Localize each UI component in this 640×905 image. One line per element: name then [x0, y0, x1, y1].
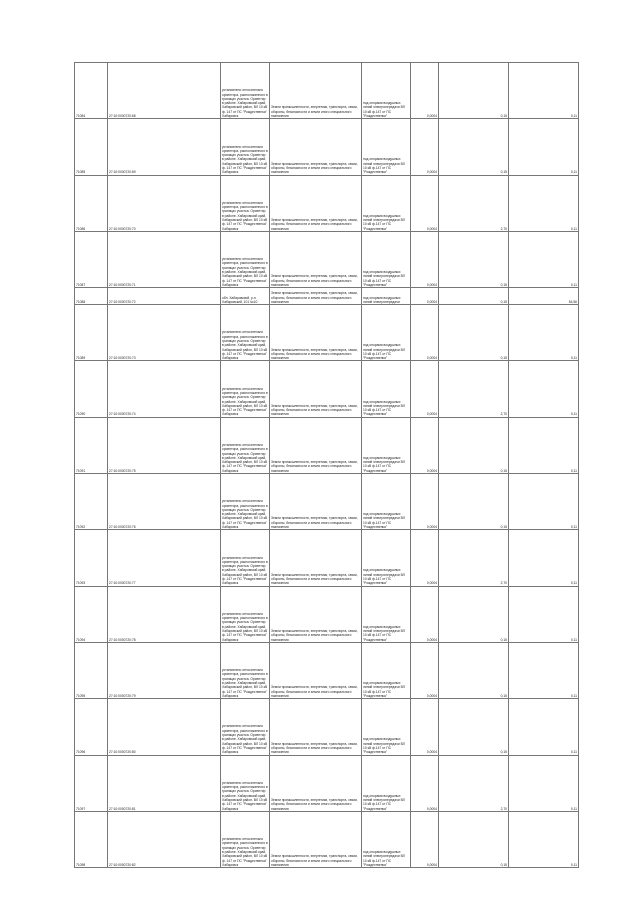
location-description-cell-text: установлено относительно ориентира, расположенного в границах участка. Ориентир в районе. Хабаровский край, Хабаровский район, ВЛ 10 кВ ф. 147 от ПС "Рождественка" Хабаровск [222, 724, 268, 755]
area-cell [411, 305, 439, 361]
value-1-cell [439, 119, 509, 175]
permitted-use-cell-text: под опорами воздушных линий электропередачи ВЛ 10 кВ ф.147 от ПС "Рождественка" [363, 681, 405, 698]
row-number-cell [75, 63, 108, 119]
location-description-cell [221, 361, 270, 417]
location-description-cell [221, 755, 270, 811]
value-1-cell [439, 474, 509, 530]
permitted-use-cell [362, 231, 411, 287]
value-1-cell-text: 0,15 [500, 282, 507, 287]
permitted-use-cell-text: под опорами воздушных линий электропередачи ВЛ 10 кВ ф.147 от ПС "Рождественка" [363, 455, 405, 473]
area-cell-text: 0,0004 [426, 226, 437, 231]
value-1-cell [439, 699, 509, 755]
row-number-cell [75, 699, 108, 755]
table-row [75, 755, 579, 811]
area-cell-text: 0,0004 [426, 637, 437, 642]
permitted-use-cell [362, 642, 411, 698]
row-number-cell [75, 288, 108, 305]
value-1-cell [439, 361, 509, 417]
row-number-cell-text: 71084 [76, 114, 86, 118]
permitted-use-cell [362, 119, 411, 175]
location-description-cell-text: установлено относительно ориентира, расположенного в границах участка. Ориентир в районе. Хабаровский край, Хабаровский район, ВЛ 10 кВ ф. 147 от ПС "Рождественка" Хабаровск [222, 443, 268, 473]
row-number-cell [75, 305, 108, 361]
land-category-cell-text: Земли промышленности, энергетики, транспорта, связи, обороны, безопасности и земли иного специального назначения [271, 741, 358, 755]
area-cell-text: 0,0004 [426, 693, 437, 698]
area-cell-text: 0,0004 [426, 750, 437, 755]
cadastral-number-cell-text: 27:10:0000720:75 [109, 468, 136, 473]
permitted-use-cell [362, 699, 411, 755]
row-number-cell-text: 71090 [76, 412, 86, 417]
cadastral-number-cell-text: 27:10:0000720:76 [109, 525, 136, 530]
value-1-cell [439, 288, 509, 305]
permitted-use-cell-text: под опорами воздушных линий электропередачи ВЛ 10 кВ ф.147 от ПС "Рождественка" [363, 399, 405, 417]
location-description-cell-text: установлено относительно ориентира, расположенного в границах участка. Ориентир в районе. Хабаровский край, Хабаровский район, ВЛ 10 кВ ф. 147 от ПС "Рождественка" Хабаровск [222, 499, 268, 530]
location-description-cell-text: установлено относительно ориентира, расположенного в границах участка. Ориентир в районе. Хабаровский край, Хабаровский район, ВЛ 10 кВ ф. 147 от ПС "Рождественка" Хабаровск [222, 780, 268, 811]
value-1-cell-text: 0,15 [500, 114, 507, 118]
permitted-use-cell [362, 175, 411, 231]
cadastral-number-cell [108, 530, 221, 586]
area-cell [411, 642, 439, 698]
permitted-use-cell [362, 586, 411, 642]
location-description-cell-text: установлено относительно ориентира, расположенного в границах участка. Ориентир в районе. Хабаровский край, Хабаровский район, ВЛ 10 кВ ф. 147 от ПС "Рождественка" Хабаровск [222, 330, 268, 361]
row-number-cell-text: 71097 [76, 806, 86, 811]
land-category-cell [270, 417, 362, 473]
cadastral-number-cell-text: 27:10:0000720:80 [109, 750, 136, 755]
permitted-use-cell [362, 361, 411, 417]
land-category-cell [270, 530, 362, 586]
value-2-cell [509, 699, 579, 755]
land-category-cell [270, 231, 362, 287]
cadastral-number-cell-text: 27:10:0000720:79 [109, 693, 136, 698]
row-number-cell-text: 71095 [76, 693, 86, 698]
row-number-cell [75, 175, 108, 231]
row-number-cell [75, 811, 108, 867]
area-cell [411, 361, 439, 417]
value-1-cell-text: 2,70 [500, 806, 507, 811]
cadastral-number-cell-text: 27:10:0000720:77 [109, 581, 136, 586]
permitted-use-cell-text: под опорами воздушных линий электропередачи ВЛ 10 кВ ф.147 от ПС "Рождественка" [363, 512, 405, 530]
row-number-cell [75, 119, 108, 175]
value-1-cell-text: 2,70 [500, 412, 507, 417]
land-category-cell-text: Земли промышленности, энергетики, транспорта, связи, обороны, безопасности и земли иного специального назначения [271, 572, 358, 586]
value-2-cell-text: 0,11 [570, 226, 577, 231]
permitted-use-cell-text: под опорами воздушных линий электропередачи ВЛ 10 кВ ф.147 от ПС "Рождественка" [363, 270, 405, 287]
area-cell [411, 288, 439, 305]
document-table-body [75, 63, 579, 868]
area-cell [411, 530, 439, 586]
cadastral-number-cell [108, 63, 221, 119]
value-1-cell [439, 755, 509, 811]
area-cell-text: 0,0004 [426, 468, 437, 473]
location-description-cell-text: установлено относительно ориентира, расположенного в границах участка. Ориентир в районе. Хабаровский край, Хабаровский район, ВЛ 10 кВ ф. 147 от ПС "Рождественка" Хабаровск [222, 837, 268, 867]
location-description-cell-text: установлено относительно ориентира, расположенного в границах участка. Ориентир в районе. Хабаровский край, Хабаровский район, ВЛ 10 кВ ф. 147 от ПС "Рождественка" Хабаровск [222, 555, 268, 586]
permitted-use-cell-text: под опорами воздушных линий электропередачи ВЛ 10 кВ ф.147 от ПС "Рождественка" [363, 737, 405, 755]
location-description-cell-text: установлено относительно ориентира, расположенного в границах участка. Ориентир в районе. Хабаровский край, Хабаровский район, ВЛ 10 кВ ф. 147 от ПС "Рождественка" Хабаровск [222, 200, 268, 231]
row-number-cell-text: 71093 [76, 581, 86, 586]
table-row [75, 63, 579, 119]
location-description-cell [221, 811, 270, 867]
location-description-cell [221, 417, 270, 473]
area-cell [411, 755, 439, 811]
row-number-cell-text: 71085 [76, 170, 86, 175]
table-row [75, 586, 579, 642]
row-number-cell [75, 586, 108, 642]
cadastral-number-cell [108, 417, 221, 473]
document-table [74, 62, 579, 868]
value-2-cell-text: 0,11 [570, 468, 577, 473]
value-1-cell-text: 2,70 [500, 581, 507, 586]
value-2-cell [509, 642, 579, 698]
location-description-cell [221, 305, 270, 361]
value-1-cell [439, 642, 509, 698]
value-2-cell-text: 54,56 [568, 299, 577, 304]
value-2-cell-text: 0,11 [570, 170, 577, 175]
area-cell-text: 0,0004 [426, 299, 437, 304]
cadastral-number-cell [108, 305, 221, 361]
land-category-cell-text: Земли промышленности, энергетики, транспорта, связи, обороны, безопасности и земли иного специального назначения [271, 516, 358, 530]
area-cell-text: 0,0004 [426, 114, 437, 118]
area-cell [411, 119, 439, 175]
value-2-cell-text: 0,11 [570, 412, 577, 417]
table-row [75, 175, 579, 231]
row-number-cell-text: 71096 [76, 750, 86, 755]
value-2-cell [509, 175, 579, 231]
row-number-cell-text: 71086 [76, 226, 86, 231]
location-description-cell [221, 530, 270, 586]
table-row [75, 699, 579, 755]
land-category-cell-text: Земли промышленности, энергетики, транспорта, связи, обороны, безопасности и земли иного специального назначения [271, 460, 358, 473]
table-row [75, 119, 579, 175]
cadastral-number-cell [108, 474, 221, 530]
value-1-cell-text: 0,15 [500, 170, 507, 175]
cadastral-number-cell [108, 699, 221, 755]
land-category-cell-text: Земли промышленности, энергетики, транспорта, связи, обороны, безопасности и земли иного специального назначения [271, 685, 358, 698]
location-description-cell [221, 474, 270, 530]
area-cell [411, 231, 439, 287]
permitted-use-cell [362, 417, 411, 473]
permitted-use-cell [362, 305, 411, 361]
cadastral-number-cell [108, 288, 221, 305]
land-category-cell [270, 755, 362, 811]
value-2-cell [509, 755, 579, 811]
value-1-cell-text: 0,15 [500, 862, 507, 867]
row-number-cell [75, 417, 108, 473]
location-description-cell [221, 231, 270, 287]
value-1-cell-text: 2,70 [500, 226, 507, 231]
value-1-cell [439, 530, 509, 586]
cadastral-number-cell [108, 755, 221, 811]
cadastral-number-cell [108, 586, 221, 642]
value-1-cell-text: 0,15 [500, 299, 507, 304]
value-2-cell-text: 0,11 [570, 693, 577, 698]
cadastral-number-cell [108, 642, 221, 698]
value-2-cell [509, 231, 579, 287]
area-cell-text: 0,0004 [426, 862, 437, 867]
permitted-use-cell [362, 811, 411, 867]
row-number-cell-text: 71091 [76, 468, 86, 473]
value-1-cell [439, 417, 509, 473]
location-description-cell-text: установлено относительно ориентира, расположенного в границах участка. Ориентир в районе. Хабаровский край, Хабаровский район, ВЛ 10 кВ ф. 147 от ПС "Рождественка" Хабаровск [222, 88, 268, 118]
permitted-use-cell-text: под опорами воздушных линий электропередачи ВЛ 10 кВ ф.147 от ПС "Рождественка" [363, 849, 405, 867]
permitted-use-cell-text: под опорами воздушных линий электропередачи ВЛ 10 кВ ф.147 от ПС "Рождественка" [363, 343, 405, 361]
value-1-cell [439, 811, 509, 867]
land-category-cell-text: Земли промышленности, энергетики, транспорта, связи, обороны, безопасности и земли иного специального назначения [271, 105, 358, 118]
value-1-cell [439, 175, 509, 231]
location-description-cell-text: установлено относительно ориентира, расположенного в границах участка. Ориентир в районе. Хабаровский край, Хабаровский район, ВЛ 10 кВ ф. 147 от ПС "Рождественка" Хабаровск [222, 611, 268, 642]
row-number-cell [75, 474, 108, 530]
value-2-cell [509, 288, 579, 305]
table-row [75, 530, 579, 586]
permitted-use-cell [362, 474, 411, 530]
value-2-cell-text: 0,11 [570, 114, 577, 118]
permitted-use-cell-text: под опорами воздушных линий электропередачи ВЛ 10 кВ ф.147 от ПС "Рождественка" [363, 568, 405, 586]
value-2-cell-text: 0,11 [570, 356, 577, 361]
cadastral-number-cell-text: 27:10:0000720:81 [109, 806, 136, 811]
land-category-cell-text: Земли промышленности, энергетики, транспорта, связи, обороны, безопасности и земли иного специального назначения [271, 797, 358, 811]
location-description-cell-text: установлено относительно ориентира, расположенного в границах участка. Ориентир в районе. Хабаровский край, Хабаровский район, ВЛ 10 кВ ф. 147 от ПС "Рождественка" Хабаровск [222, 386, 268, 417]
value-1-cell [439, 305, 509, 361]
cadastral-number-cell-text: 27:10:0000720:70 [109, 226, 136, 231]
land-category-cell-text: Земли промышленности, энергетики, транспорта, связи, обороны, безопасности и земли иного специального назначения [271, 347, 358, 361]
location-description-cell [221, 642, 270, 698]
table-row [75, 288, 579, 305]
table-row [75, 642, 579, 698]
land-category-cell [270, 288, 362, 305]
table-row [75, 417, 579, 473]
value-2-cell-text: 0,11 [570, 637, 577, 642]
permitted-use-cell [362, 63, 411, 119]
value-2-cell [509, 586, 579, 642]
row-number-cell-text: 71089 [76, 356, 86, 361]
permitted-use-cell-text: под опорами воздушных линий электропередачи ВЛ 10 кВ ф.147 от ПС "Рождественка" [363, 101, 405, 118]
value-2-cell [509, 474, 579, 530]
area-cell-text: 0,0004 [426, 525, 437, 530]
table-row [75, 811, 579, 867]
value-2-cell-text: 0,11 [570, 750, 577, 755]
location-description-cell [221, 699, 270, 755]
area-cell-text: 0,0004 [426, 356, 437, 361]
row-number-cell-text: 71094 [76, 637, 86, 642]
area-cell [411, 586, 439, 642]
cadastral-number-cell-text: 27:10:0000720:71 [109, 282, 136, 287]
location-description-cell-text: установлено относительно ориентира, расположенного в границах участка. Ориентир в районе. Хабаровский край, Хабаровский район, ВЛ 10 кВ ф. 147 от ПС "Рождественка" Хабаровск [222, 144, 268, 175]
area-cell [411, 63, 439, 119]
location-description-cell-text: обл. Хабаровский, р-н Хабаровский, 101 №10 [222, 295, 258, 304]
table-row [75, 231, 579, 287]
permitted-use-cell [362, 755, 411, 811]
land-category-cell [270, 305, 362, 361]
land-category-cell-text: Земли промышленности, энергетики, транспорта, связи, обороны, безопасности и земли иного специального назначения [271, 274, 358, 287]
permitted-use-cell-text: под опорами воздушных линий электропередачи ВЛ 10 кВ ф.147 от ПС "Рождественка" [363, 213, 405, 231]
row-number-cell-text: 71087 [76, 282, 86, 287]
cadastral-number-cell [108, 175, 221, 231]
permitted-use-cell-text: под опорами воздушных линий электропередачи ВЛ 10 кВ ф.147 от ПС "Рождественка" [363, 793, 405, 811]
value-2-cell [509, 119, 579, 175]
area-cell-text: 0,0004 [426, 412, 437, 417]
location-description-cell [221, 175, 270, 231]
value-1-cell [439, 63, 509, 119]
value-1-cell [439, 586, 509, 642]
row-number-cell [75, 530, 108, 586]
table-row [75, 361, 579, 417]
area-cell [411, 811, 439, 867]
table-row [75, 474, 579, 530]
land-category-cell-text: Земли промышленности, энергетики, транспорта, связи, обороны, безопасности и земли иного специального назначения [271, 629, 358, 642]
land-category-cell [270, 811, 362, 867]
permitted-use-cell-text: под опорами воздушных линий электропередачи ВЛ 10 кВ ф.147 от ПС "Рождественка" [363, 157, 405, 175]
value-1-cell-text: 0,15 [500, 525, 507, 530]
cadastral-number-cell [108, 119, 221, 175]
row-number-cell [75, 642, 108, 698]
value-2-cell [509, 305, 579, 361]
area-cell-text: 0,0004 [426, 282, 437, 287]
row-number-cell-text: 71098 [76, 862, 86, 867]
table-row [75, 305, 579, 361]
location-description-cell-text: установлено относительно ориентира, расположенного в границах участка. Ориентир в районе. Хабаровский край, Хабаровский район, ВЛ 10 кВ ф. 147 от ПС "Рождественка" Хабаровск [222, 668, 268, 698]
value-1-cell-text: 0,15 [500, 468, 507, 473]
value-2-cell [509, 530, 579, 586]
row-number-cell [75, 361, 108, 417]
permitted-use-cell-text: под опорами воздушных линий электропередачи [363, 295, 401, 304]
area-cell-text: 0,0004 [426, 581, 437, 586]
land-category-cell [270, 699, 362, 755]
cadastral-number-cell-text: 27:10:0000720:68 [109, 114, 136, 118]
cadastral-number-cell-text: 27:10:0000720:78 [109, 637, 136, 642]
row-number-cell-text: 71088 [76, 299, 86, 304]
land-category-cell [270, 474, 362, 530]
land-category-cell-text: Земли промышленности, энергетики, транспорта, связи, обороны, безопасности и земли иного специального назначения [271, 854, 358, 867]
row-number-cell-text: 71092 [76, 525, 86, 530]
area-cell [411, 417, 439, 473]
area-cell [411, 175, 439, 231]
value-2-cell-text: 0,11 [570, 806, 577, 811]
cadastral-number-cell-text: 27:10:0000720:72 [109, 299, 136, 304]
area-cell [411, 699, 439, 755]
value-1-cell-text: 0,15 [500, 750, 507, 755]
land-category-cell [270, 642, 362, 698]
permitted-use-cell-text: под опорами воздушных линий электропередачи ВЛ 10 кВ ф.147 от ПС "Рождественка" [363, 624, 405, 642]
permitted-use-cell [362, 530, 411, 586]
value-1-cell-text: 0,15 [500, 693, 507, 698]
land-category-cell-text: Земли промышленности, энергетики, транспорта, связи, обороны, безопасности и земли иного специального назначения [271, 403, 358, 417]
location-description-cell [221, 119, 270, 175]
value-1-cell [439, 231, 509, 287]
value-2-cell-text: 0,11 [570, 282, 577, 287]
permitted-use-cell [362, 288, 411, 305]
value-1-cell-text: 0,15 [500, 637, 507, 642]
land-category-cell [270, 119, 362, 175]
land-category-cell-text: Земли промышленности, энергетики, транспорта, связи, обороны, безопасности и земли иного специального назначения [271, 291, 358, 304]
value-2-cell [509, 361, 579, 417]
value-1-cell-text: 0,15 [500, 356, 507, 361]
value-2-cell-text: 0,11 [570, 862, 577, 867]
cadastral-number-cell-text: 27:10:0000720:69 [109, 170, 136, 175]
area-cell [411, 474, 439, 530]
row-number-cell [75, 755, 108, 811]
land-category-cell [270, 361, 362, 417]
cadastral-number-cell [108, 361, 221, 417]
value-2-cell [509, 417, 579, 473]
area-cell-text: 0,0004 [426, 170, 437, 175]
row-number-cell [75, 231, 108, 287]
value-2-cell [509, 811, 579, 867]
area-cell-text: 0,0004 [426, 806, 437, 811]
land-category-cell-text: Земли промышленности, энергетики, транспорта, связи, обороны, безопасности и земли иного специального назначения [271, 218, 358, 231]
cadastral-number-cell [108, 231, 221, 287]
location-description-cell-text: установлено относительно ориентира, расположенного в границах участка. Ориентир в районе. Хабаровский край, Хабаровский район, ВЛ 10 кВ ф. 147 от ПС "Рождественка" Хабаровск [222, 257, 268, 287]
location-description-cell [221, 288, 270, 305]
value-2-cell-text: 0,11 [570, 525, 577, 530]
cadastral-number-cell [108, 811, 221, 867]
value-2-cell-text: 0,11 [570, 581, 577, 586]
cadastral-number-cell-text: 27:10:0000720:82 [109, 862, 136, 867]
land-category-cell [270, 586, 362, 642]
land-category-cell [270, 63, 362, 119]
cadastral-number-cell-text: 27:10:0000720:74 [109, 412, 136, 417]
location-description-cell [221, 63, 270, 119]
value-2-cell [509, 63, 579, 119]
location-description-cell [221, 586, 270, 642]
land-category-cell-text: Земли промышленности, энергетики, транспорта, связи, обороны, безопасности и земли иного специального назначения [271, 161, 358, 175]
cadastral-number-cell-text: 27:10:0000720:73 [109, 356, 136, 361]
land-category-cell [270, 175, 362, 231]
